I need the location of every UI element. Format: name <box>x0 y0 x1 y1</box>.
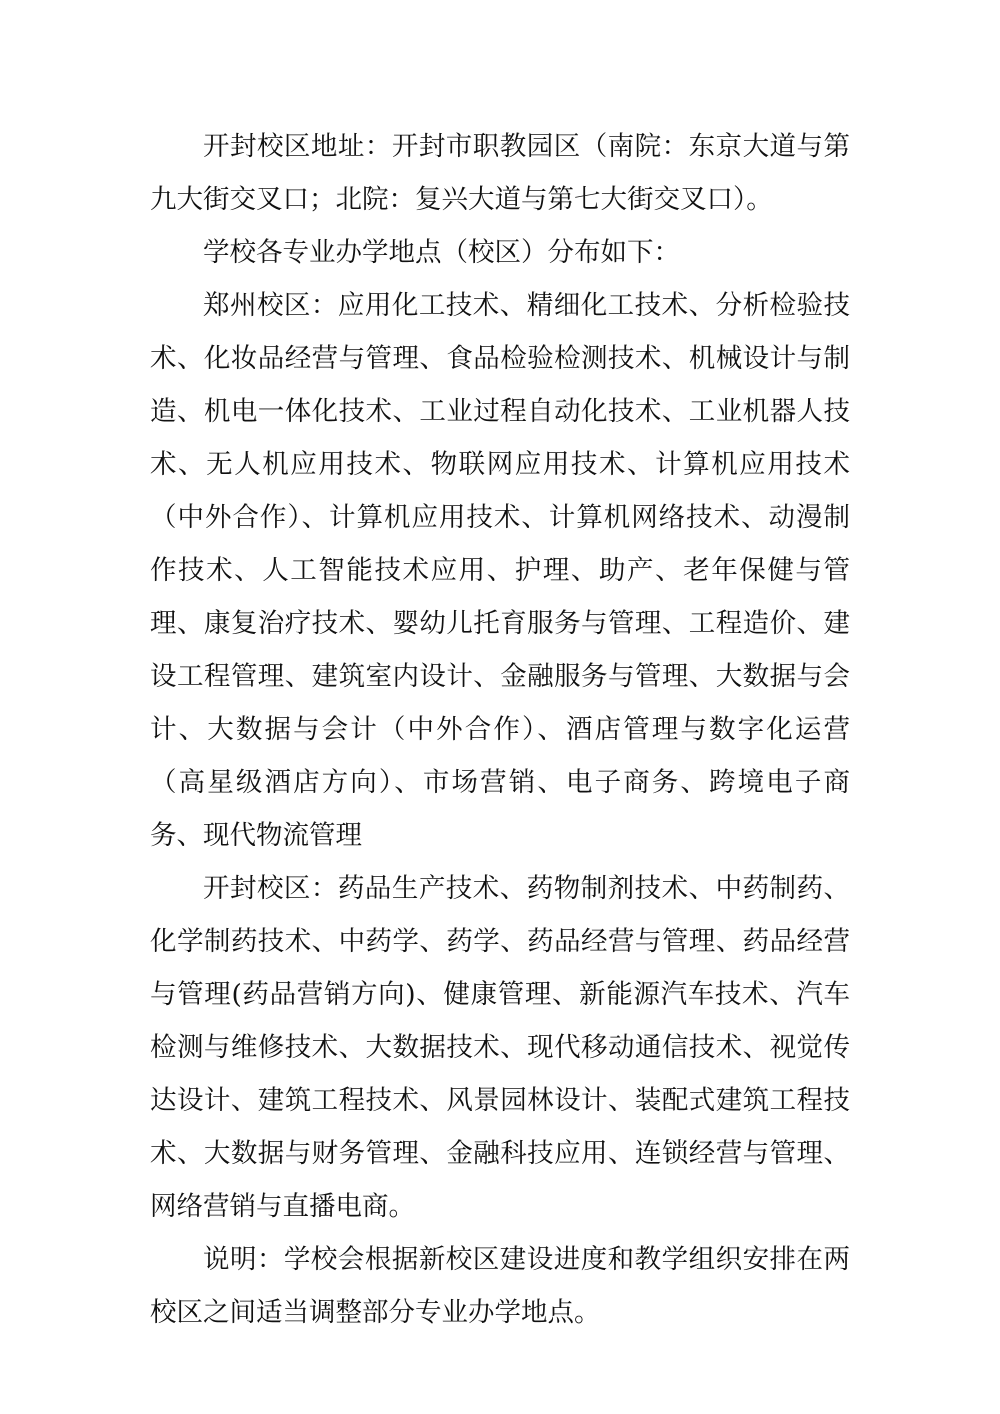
kaifeng-campus-address-paragraph: 开封校区地址：开封市职教园区（南院：东京大道与第九大街交叉口；北院：复兴大道与第七大街交叉口）。 <box>150 131 850 215</box>
note-paragraph: 说明：学校会根据新校区建设进度和教学组织安排在两校区之间适当调整部分专业办学地点。 <box>150 1244 850 1328</box>
campus-distribution-intro-paragraph: 学校各专业办学地点（校区）分布如下： <box>203 237 680 268</box>
zhengzhou-campus-majors-paragraph: 郑州校区：应用化工技术、精细化工技术、分析检验技术、化妆品经营与管理、食品检验检测技术、机械设计与制造、机电一体化技术、工业过程自动化技术、工业机器人技术、无人机应用技术、物联网应用技术、计算机应用技术（中外合作）、计算机应用技术、计算机网络技术、动漫制作技术、人工智能技术应用、护理、助产、老年保健与管理、康复治疗技术、婴幼儿托育服务与管理、工程造价、建设工程管理、建筑室内设计、金融服务与管理、大数据与会计、大数据与会计（中外合作）、酒店管理与数字化运营（高星级酒店方向）、市场营销、电子商务、跨境电子商务、现代物流管理 <box>150 290 850 851</box>
kaifeng-campus-majors-paragraph: 开封校区：药品生产技术、药物制剂技术、中药制药、化学制药技术、中药学、药学、药品经营与管理、药品经营与管理(药品营销方向)、健康管理、新能源汽车技术、汽车检测与维修技术、大数据技术、现代移动通信技术、视觉传达设计、建筑工程技术、风景园林设计、装配式建筑工程技术、大数据与财务管理、金融科技应用、连锁经营与管理、网络营销与直播电商。 <box>150 873 850 1222</box>
document-page <box>150 120 850 1339</box>
